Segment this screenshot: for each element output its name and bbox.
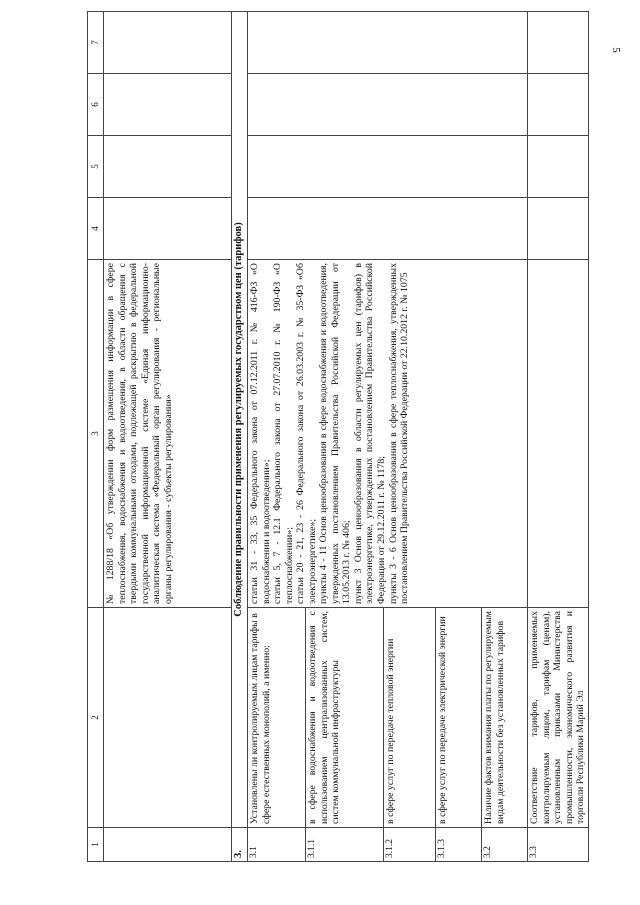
requirement-cell	[104, 608, 232, 828]
rotated-table-container	[87, 12, 587, 862]
legal-act-cell	[248, 260, 528, 608]
legal-act-paragraph: статьи 20 - 21, 23 - 26 Федерального закона от 26.03.2003 г. № 35-ФЗ «Об электроэнергетике»;	[295, 263, 318, 604]
header-cell: 7	[88, 12, 104, 74]
answer-yes-cell	[104, 198, 232, 260]
answer-yes-cell	[528, 198, 589, 260]
row-number-cell: 3.1.3	[436, 828, 482, 862]
requirement-cell: в сфере водоснабжения и водоотведения с использованием централизованных систем, систем коммунальной инфраструктуры	[306, 608, 384, 828]
requirement-cell: в сфере услуг по передаче тепловой энергии	[384, 608, 436, 828]
answer-no-cell	[104, 136, 232, 198]
row-number-cell: 3.2	[482, 828, 528, 862]
section-row	[232, 12, 248, 862]
note-cell	[528, 12, 589, 74]
legal-act-paragraph: пункты 4 - 11 Основ ценообразования в сфере водоснабжения и водоотведения, утвержденных постановлением Правительства Российской Федерации от 13.05.2013 г. № 406;	[318, 263, 353, 604]
header-cell: 3	[88, 260, 104, 608]
requirement-cell: в сфере услуг по передаче электрической энергии	[436, 608, 482, 828]
requirement-cell: Соответствие тарифов, применяемых контролируемым лицом, тарифам (ценам), установленным приказами Министерства промышленности, экономического развития и торговли Республики Марий Эл	[528, 608, 589, 828]
header-cell: 5	[88, 136, 104, 198]
requirement-cell: Наличие фактов взимания платы по регулируемым видам деятельности без установленных тарифов	[482, 608, 528, 828]
note-cell	[104, 12, 232, 74]
legal-act-paragraph: статьи 5, 7 - 12.1 Федерального закона от 27.07.2010 г. № 190-ФЗ «О теплоснабжении»;	[272, 263, 295, 604]
answer-no-cell	[528, 136, 589, 198]
legal-act-paragraph: статьи 31 - 33, 35 Федерального закона от 07.12.2011 г. № 416-ФЗ «О водоснабжении и водоотведении»;	[249, 263, 272, 604]
answer-no-cell	[248, 136, 528, 198]
section-number: 3.	[232, 828, 248, 862]
table-row	[528, 12, 589, 862]
table-row	[104, 12, 232, 862]
row-number-cell: 3.1.2	[384, 828, 436, 862]
legal-act-paragraph: пункты 3 - 6 Основ ценообразования в сфере теплоснабжения, утвержденных постановлением Правительства Российской Федерации от 22.10.2012 г. № 1075	[387, 263, 411, 604]
row-number-cell: 3.1	[248, 828, 306, 862]
page-number: 5	[609, 47, 622, 53]
requirements-table	[87, 11, 589, 862]
header-row	[88, 12, 104, 862]
row-number-cell	[104, 828, 232, 862]
legal-act-cell	[528, 260, 589, 608]
section-title: Соблюдение правильности применения регулируемых государством цен (тарифов)	[232, 12, 248, 828]
answer-na-cell	[248, 74, 528, 136]
answer-na-cell	[104, 74, 232, 136]
requirement-cell: Установлены ли контролируемым лицам тарифы в сфере естественных монополий, а именно:	[248, 608, 306, 828]
legal-act-paragraph: пункт 3 Основ ценообразования в области регулируемых цен (тарифов) в электроэнергетике, утвержденных постановлением Правительства Российской Федерации от 29.12.2011 г. № 1178;	[352, 263, 388, 604]
header-cell: 6	[88, 74, 104, 136]
note-cell	[248, 12, 528, 74]
answer-na-cell	[528, 74, 589, 136]
row-number-cell: 3.3	[528, 828, 589, 862]
answer-yes-cell	[248, 198, 528, 260]
header-cell: 4	[88, 198, 104, 260]
row-number-cell: 3.1.1	[306, 828, 384, 862]
header-cell: 1	[88, 828, 104, 862]
table-row	[248, 12, 306, 862]
header-cell: 2	[88, 608, 104, 828]
legal-act-cell: № 1288/18 «Об утверждении форм размещения информации в сфере теплоснабжения, водоснабжения и водоотведения, в области обращения с твердыми коммунальными отходами, подлежащей раскрытию в федеральной государственной информационной системе «Единая информационно-аналитическая система «Федеральный орган регулирования - региональные органы регулирования - субъекты регулирования»	[104, 260, 232, 608]
